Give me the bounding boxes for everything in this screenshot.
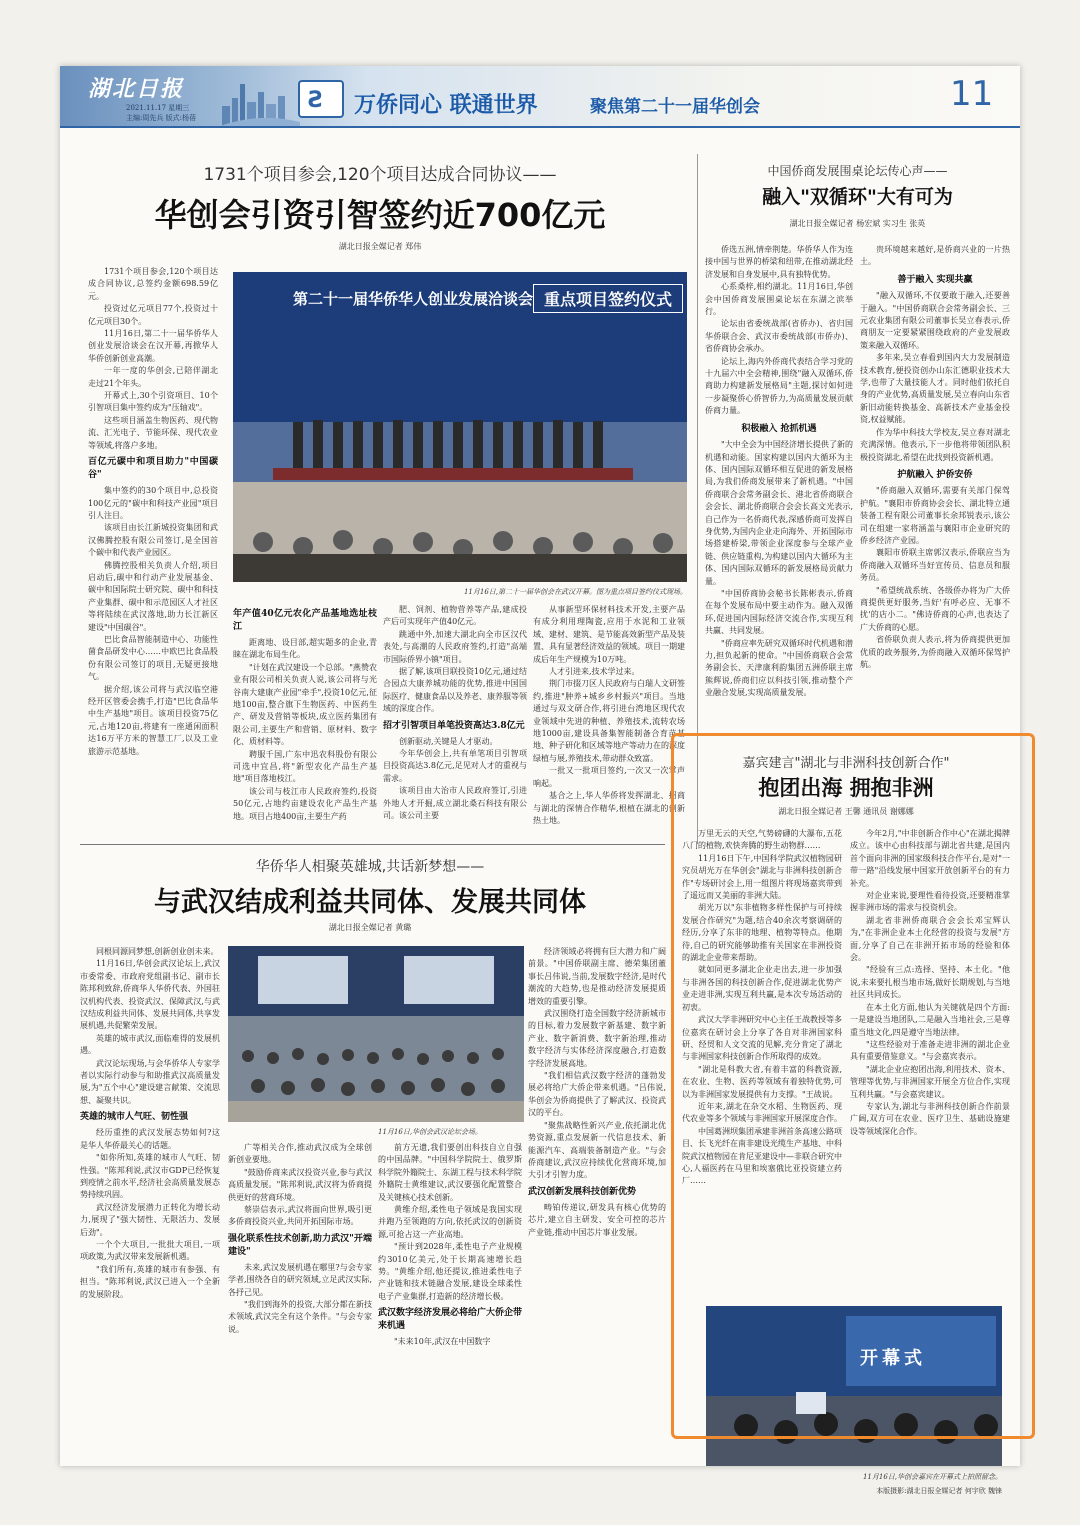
- article4-para: "湖北是科教大省,有着丰富的科教资源,在农业、生物、医药等领域有着独特优势,可以为非洲国家发展提供有力支撑。"王战说。: [682, 1064, 842, 1099]
- article2-para: "侨商应率先研究双循环时代机遇和潜力,担负起新的使命。"中国侨商联合会常务副会长、天津康利韵集团五洲侨联主席熊辉说,侨商们应以科技引领,推动整个产业融合发展,实现高质量发展。: [705, 638, 853, 698]
- article1-column-4: [533, 604, 685, 836]
- article2-para: 作为华中科技大学校友,吴立春对湖北充满深情。他表示,下一步他将带领团队积极投资湖北,希望在此找到投资新机遇。: [860, 427, 1010, 462]
- article3-subhead-2: 强化联系性技术创新,助力武汉"开端建设": [228, 1233, 372, 1257]
- article1-para: 距离地、设目部,超实题多的企业,青睐在湖北布局生化。: [233, 638, 377, 660]
- article1-photo-caption: 11月16日,第二十一届华创会在武汉开幕。图为重点项目签约仪式现场。: [463, 588, 687, 596]
- article4-para: "这些经验对于准备走进非洲的湖北企业具有重要借鉴意义。"与会嘉宾表示。: [850, 1039, 1010, 1062]
- article3-para: 经济领域必将拥有巨大潜力和广阔前景。"中国侨联副主席、德荣集团董事长吕伟说,当前,发展数字经济,是时代潮流的大趋势,也是推动经济发展提质增效的重要引擎。: [528, 947, 666, 1006]
- article1-para: 一批又一批项目签约,一次又一次掌声响起。: [533, 766, 685, 788]
- article3-para: "如你所知,英雄的城市人气旺、韧性强。"陈邦利说,武汉市GDP已经恢复到疫情之前水平,经济社会高质量发展态势持续巩固。: [80, 1153, 220, 1200]
- article1-para: 投资过亿元项目77个,投资过十亿元项目30个。: [88, 304, 218, 326]
- article1-para: 开幕式上,30个引资项目、10个引智项目集中签约成为"压轴戏"。: [88, 391, 218, 413]
- signing-scene-graphic: [233, 272, 687, 582]
- article2-column-1: [705, 244, 853, 734]
- article1-subhead-1: 百亿元碳中和项目助力"中国碳谷": [88, 457, 218, 481]
- article3-subhead-3: 武汉数字经济发展必将给广大侨企带来机遇: [378, 1308, 523, 1332]
- article4-byline: 湖北日报全媒记者 王馨 通讯员 谢娜娜: [778, 807, 914, 816]
- article3-column-3: [378, 1142, 522, 1466]
- photo-credit: 本版摄影:湖北日报全媒记者 何宇欣 魏铼: [876, 1487, 1002, 1495]
- article3-kicker: 华侨华人相聚英雄城,共话新梦想——: [255, 859, 485, 875]
- article1-para: 11月16日,第二十一届华侨华人创业发展洽谈会在汉开幕,再掀华人华侨创新创业高潮。: [88, 329, 218, 363]
- article3-para: 蔡崇信表示,武汉将面向世界,吸引更多侨商投资兴业,共同开拓国际市场。: [228, 1205, 372, 1227]
- article2-subhead-2: 善于融入 实现共赢: [897, 274, 973, 285]
- article1-para: 集中签约的30个项目中,总投资100亿元的"碳中和科技产业园"项目引人注目。: [88, 486, 218, 520]
- article3-para: 经历重挫的武汉发展态势如何?这是华人华侨最关心的话题。: [80, 1128, 220, 1150]
- article3-subhead-1: 英雄的城市人气旺、韧性强: [80, 1112, 189, 1123]
- article3-headline: 与武汉结成利益共同体、发展共同体: [154, 887, 586, 918]
- article4-para: 武汉大学非洲研究中心主任王战教授等多位嘉宾在研讨会上分享了各自对非洲国家科研、经贸和人文交流的见解,充分肯定了湖北与非洲国家科技创新合作所取得的成效。: [682, 1015, 842, 1062]
- article1-para: 今年华创会上,共有单笔项目引智项目投资高达3.8亿元,足见对人才的重视与需求。: [383, 749, 527, 783]
- article4-photo-caption: 11月16日,华创会嘉宾在开幕式上拍照留念。: [862, 1473, 1002, 1481]
- article2-subhead-3: 护航融入 护侨安侨: [897, 469, 973, 480]
- article3-para: 英雄的城市武汉,面临难得的发展机遇。: [80, 1033, 220, 1056]
- paper-date: 2021.11.17 星期三: [126, 104, 190, 112]
- article1-para: 该项目由长江新城投资集团和武汉佛腾控股有限公司签订,是全国首个碳中和代表产业园区。: [88, 523, 218, 558]
- article1-column-2: [233, 604, 377, 836]
- masthead: [60, 66, 1020, 128]
- article3-para: "鼓励侨商来武汉投资兴业,参与武汉高质量发展。"陈邦利说,武汉将为侨商提供更好的营商环境。: [228, 1167, 372, 1202]
- article2-para: "中国侨商协会秘书长陈彬表示,侨商在每个发展布局中要主动作为。融入双循环,促进国内国际经济交流合作,实现互利共赢、共同发展。: [705, 588, 853, 636]
- article2-byline: 湖北日报全媒记者 杨宏斌 实习生 张英: [789, 219, 926, 228]
- article3-para: 黄维介绍,柔性电子领域是我国实现并跑乃至领跑的方向,依托武汉的创新资源,可抢占这一产业高地。: [378, 1205, 522, 1239]
- article3-para: "我们到海外的投资,大部分都在新技术领域,武汉完全有这个条件。"与会专家说。: [228, 1300, 372, 1334]
- article3-para: "未来10年,武汉在中国数字: [394, 1337, 491, 1347]
- article2-para: "希望统战系统、各级侨办将为广大侨商提供更好服务,当好'有呼必应、无事不扰'的店小二。"佛诗侨商的心声,也表达了广大侨商的心愿。: [860, 585, 1010, 632]
- article3-para: 武汉经济发展潜力正转化为增长动力,展现了"强大韧性、无限活力、发展后劲"。: [80, 1202, 220, 1237]
- article4-para: 专家认为,湖北与非洲科技创新合作前景广阔,双方可在农业、医疗卫生、基础设施建设等领域深化合作。: [850, 1101, 1010, 1136]
- article2-headline: 融入"双循环"大有可为: [762, 186, 953, 208]
- article3-para: 前方无遗,我们要创出科技自立自强的中国品牌。"中国科学院院士、俄罗斯科学院外籍院士、东湖工程与技术科学院外籍院士黄维建议,武汉要强化配置整合及关键核心技术创新。: [378, 1143, 522, 1202]
- article2-para: 贵环境越来越好,是侨商兴业的一片热土。: [860, 245, 1010, 267]
- article1-para: 巴比食品智能制造中心、功能性菌食品研发中心……中欧巴比食品股份有限公司签订的项目,无疑更接地气。: [88, 634, 218, 682]
- article2-subhead-1: 积极融入 抢抓机遇: [741, 423, 817, 434]
- article2-column-2: [860, 244, 1010, 734]
- article4-para: 湖北省非洲侨商联合会会长邓宝辉认为,"在非洲企业本土化经营的投资与发展"方面,分享了自己在非洲开拓市场的经验和体会。: [850, 915, 1010, 963]
- article1-kicker: 1731个项目参会,120个项目达成合同协议——: [203, 165, 557, 185]
- article1-para: 该项目由大治市人民政府签订,引进外地人才开掘,成立湖北桑石科技有限公司。该公司主要: [383, 786, 527, 821]
- article2-para: 侨选五洲,情牵荆楚。华侨华人作为连接中国与世界的桥梁和纽带,在推动湖北经济发展和自身发展中,具有独特优势。: [705, 245, 853, 279]
- article2-kicker: 中国侨商发展围桌论坛传心声——: [767, 164, 948, 178]
- article1-para: 基合之上,华人华侨将发挥湖北、招商与湖北的深情合作精华,根植在湖北的创新热土地。: [533, 791, 685, 825]
- article1-para: 佛腾控股相关负责人介绍,项目启动后,碳中和行动产业发展基金、碳中和国际院士研究院、碳中和科技产业集群、碳中和示范园区人才社区等将陆续在武汉落地,助力长江新区建设"中国碳谷"。: [88, 560, 218, 632]
- article2-para: 论坛上,海内外侨商代表结合学习党的十九届六中全会精神,围绕"融入双循环,侨商助力构建新发展格局"主题,探讨如何进一步凝聚侨心侨智侨力,为高质量发展贡献侨商力量。: [705, 356, 853, 416]
- article1-para: "计划在武汉建设一个总部。"燕赞农业有限公司相关负责人说,该公司将与光谷南大建康产业园"牵手",投资10亿元,征地100亩,整合旗下生物医药、中医药生产、研发及营销等板块,成立医药集团有限公司,主要生产和营销、原材料、数字化、质材料等。: [233, 662, 377, 747]
- article1-para: 荆门市掇刀区人民政府与白瑞人文研签约,推进"肿养+城乡乡村振兴"项目。当地通过与双文研合作,将引进台湾地区现代农业领域中先进的种植、养殖技术,流转农场地1000亩,建设具备集智能制备合育苗基地、种子研化和区域等地产等动力在的深度绿植与展,养殖技术,带动群众致富。: [533, 679, 685, 763]
- article1-para: 这些项目涵盖生物医药、现代物流、汇光电子、节能环保、现代农业等领域,将落户多地。: [88, 415, 218, 450]
- article3-para: 未来,武汉发展机遇在哪里?与会专家学者,围绕各自的研究领域,立足武汉实际,各抒己见。: [228, 1262, 372, 1297]
- event-logo: Ƨ: [298, 80, 344, 118]
- article3-para: 一个个大项目,一批批大项目,一项项政策,为武汉带来发展新机遇。: [80, 1239, 220, 1262]
- article3-subhead-4: 武汉创新发展科技创新优势: [528, 1186, 637, 1197]
- article1-para: 人才引进来,技术学过来。: [549, 667, 640, 677]
- article4-kicker: 嘉宾建言"湖北与非洲科技创新合作": [742, 756, 950, 771]
- article1-para: 1731个项目参会,120个项目达成合同协议,总签约金额698.59亿元。: [88, 267, 218, 301]
- article4-para: 就如同更多湖北企业走出去,进一步加强与非洲各国的科技创新合作,促进湖北优势产业走进非洲,实现互利共赢,是本次专场活动的初衷。: [682, 965, 842, 1012]
- article1-para: 该公司与枝江市人民政府签约,投资50亿元,占地约亩建设农化产品生产基地。项目占地400亩,主要生产药: [233, 786, 377, 821]
- article3-column-1: [80, 946, 220, 1466]
- article4-para: 近年来,湖北在杂交水稻、生物医药、现代农业等多个领域与非洲国家开展深度合作。: [682, 1101, 842, 1124]
- article3-para: "我们相信武汉数字经济的蓬勃发展必将给广大侨企带来机遇。"吕伟说,华创会为侨商提供了了解武汉、投资武汉的平台。: [528, 1071, 666, 1118]
- article3-para: "聚焦战略性新兴产业,依托湖北优势资源,重点发展新一代信息技术、新能源汽车、高端装备制造产业。"与会侨商建议,武汉应持续优化营商环境,加大引才引智力度。: [528, 1120, 666, 1180]
- article3-para: 11月16日,华创会武汉论坛上,武汉市委常委、市政府党组副书记、副市长陈邦利致辞,侨商华人华侨代表、外国驻汉机构代表、投资武汉、保障武汉,与武汉结成利益共同体、发展共同体,共享发展机遇,共促繁荣发展。: [80, 959, 220, 1031]
- article2-para: 论坛由省委统战部(省侨办)、省归国华侨联合会、武汉市委统战部(市侨办)、省侨商协会承办。: [705, 319, 853, 354]
- article2-para: 襄阳市侨联主席郭汉表示,侨联应当为侨商融入双循环当好宣传员、信息员和服务员。: [860, 548, 1010, 583]
- article4-para: 今年2月,"中非创新合作中心"在湖北揭牌成立。该中心由科技部与湖北省共建,是国内首个面向非洲的国家级科技合作平台,是对"一带一路"沿线发展中国家开放创新平台的有力补充。: [850, 829, 1010, 888]
- article1-para: 跳通中外,加速大湖北向全市区汉代表处,与高潮的人民政府签约,打造"高端市国际侨界小镇"项目。: [383, 629, 527, 664]
- forum-scene-graphic: [228, 946, 524, 1122]
- article3-para: 武汉围绕打造全国数字经济新城市的目标,着力发展数字新基建、数字新产业、数字新消费、数字新治理,推动数字经济与实体经济深度融合,打造数字经济发展高地。: [528, 1009, 666, 1068]
- article1-headline: 华创会引资引智签约近700亿元: [154, 196, 606, 234]
- article4-para: "经验有三点:选择、坚持、本土化。"他说,未来要扎根当地市场,做好长期规划,与当地社区共同成长。: [850, 965, 1010, 1000]
- banner-subtitle: 重点项目签约仪式: [533, 284, 683, 313]
- article4-para: 对企业来说,要理性看待投资,还要精准掌握非洲市场的需求与投资机会。: [850, 891, 1010, 913]
- article3-forum-photo: [228, 946, 524, 1122]
- article3-byline: 湖北日报全媒记者 黄璐: [328, 923, 412, 932]
- article3-column-4: [528, 946, 666, 1466]
- article1-para: 聘服千国,广东中迅农科股份有限公司选中宜昌,将"新型农化产品生产基地"项目落地枝江。: [233, 749, 377, 784]
- slogan-sub: 聚焦第二十一届华创会: [590, 97, 760, 117]
- article3-photo-caption: 11月16日,华创会武汉论坛会场。: [378, 1128, 483, 1136]
- article1-para: 从事新型环保材料技术开发,主要产品有成分利用理陶瓷,应用于水泥和工业领域、建材、建筑、是节能高效新型产品及装置、具有显著经济效益的领域。项目一期建成后年生产规模为10万吨。: [533, 605, 685, 664]
- paper-editor: 主编:周先兵 版式:杨蓓: [126, 114, 196, 122]
- article3-para: "我们所有,英雄的城市有参强、有担当。"陈邦利说,武汉已进入一个全新的发展阶段。: [80, 1264, 220, 1299]
- article4-para: 11月16日下午,中国科学院武汉植物园研究员胡光万在华创会"湖北与非洲科技创新合作"专场研讨会上,用一组图片将现场嘉宾带到了遥远而又美丽的非洲大陆。: [682, 853, 842, 901]
- article1-subhead-3: 招才引智项目单笔投资高达3.8亿元: [383, 720, 525, 731]
- article1-para: 一年一度的华创会,已陪伴湖北走过21个年头。: [88, 366, 218, 388]
- article4-para: 中国葛洲坝集团承建非洲首条高速公路项目、长飞光纤在南非建设光缆生产基地、中科院武汉植物园在肯尼亚建设中—非联合研究中心,人福医药在马里和埃塞俄比亚投资建立药厂……: [682, 1126, 842, 1186]
- article3-para: 畴铂传递议,研发具有核心优势的芯片,建立自主研发、安全可控的芯片产业链,推动中国芯片事业发展。: [528, 1202, 666, 1237]
- article4-para: 万里无云的天空,气势磅礴的大瀑布,五花八门的植物,欢快奔腾的野生动物群……: [682, 829, 842, 851]
- paper-name: 湖北日报: [88, 76, 185, 102]
- opening-photo-text: 开幕式: [860, 1348, 926, 1369]
- page-number: 11: [950, 74, 994, 114]
- article2-para: "侨商融入双循环,需要有关部门保驾护航。"襄阳市侨商协会会长、湖北特立通装备工程有限公司董事长余邦锐表示,该公司在组建一家将涵盖与襄阳市企业研究的侨乡经济产业园。: [860, 486, 1010, 545]
- article1-para: 据了解,该项目联投资10亿元,通过结合园点大康养城功能的优势,推进中国国际医疗、健康食品以及养老、康养服等领域的深度合作。: [383, 667, 527, 714]
- article1-signing-photo: [233, 272, 687, 582]
- article3-para: 同根同源同梦想,创新创业创未来。: [96, 947, 219, 956]
- article1-column-3: [383, 604, 527, 836]
- article3-para: 广等相关合作,推动武汉成为全球创新创业要地。: [228, 1143, 372, 1165]
- article4-para: 胡光万以"东非植物多样性保护与可持续发展合作研究"为题,结合40余次考察调研的经历,分享了东非的地理、植物等特点。他期待,自己的研究能够助推有关国家在非洲投资的湖北企业带来帮助。: [682, 903, 842, 963]
- highlight-frame: [671, 733, 1035, 1439]
- article1-para: 创新驱动,关键是人才驱动。: [399, 736, 498, 746]
- article1-para: 据介绍,该公司将与武汉临空港经开区管委会携手,打造"巴比食品华中生产基地"项目。该项目投资75亿元,占地120亩,将建有一座通闲面积达16万平方米的智慧工厂,以及工业旅游示范基地。: [88, 684, 218, 756]
- article1-subhead-2: 年产值40亿元农化产品基地选址枝江: [233, 609, 377, 632]
- article1-para: 肥、饲剂、植物营养等产品,建成投产后可实现年产值40亿元。: [383, 605, 527, 627]
- article2-para: "融入双循环,不仅要敢于融入,还要善于融入。"中国侨商联合会常务副会长、三元农业集团有限公司董事长吴立春表示,侨商朋友一定要紧紧围绕政府的产业发展政策来融入双循环。: [860, 291, 1010, 350]
- article2-para: "大中全会为中国经济增长提供了新的机遇和动能。国家构建以国内大循环为主体、国内国际双循环相互促进的新发展格局,为我们侨商发展带来了新机遇。"中国侨商联合会常务副会长、港北省侨商联合会会长、湖北侨商联合会会长高文光表示,自己作为一名侨商代表,深感侨商可发挥自身优势,为国内企业走向海外、开拓国际市场搭建桥梁,带领企业深度参与全球产业链、供应链重构,为构建以国内大循环为主体、国内国际双循环的新发展格局贡献力量。: [705, 440, 853, 586]
- article2-para: 多年来,吴立春看到国内大力发展制造技术教育,便投资创办山东汇德职业技术大学,也带了大量技能人才。同时他们依托自身的产业优势,高质量发展,吴立春向山东省新旧动能转换基金、高新技术产业基金投资,权益赋能。: [860, 353, 1010, 425]
- slogan-main: 万侨同心 联通世界: [354, 93, 538, 118]
- article1-byline: 湖北日报全媒记者 郑伟: [338, 242, 422, 251]
- article4-headline: 抱团出海 拥抱非洲: [758, 776, 934, 800]
- article3-para: 武汉论坛现场,与会华侨华人专家学者以实际行动参与和助推武汉高质量发展,为"五个中心"建设建言献策、交流思想、凝聚共识。: [80, 1058, 220, 1105]
- article2-para: 心系桑梓,相约湖北。11月16日,华创会中国侨商发展围桌论坛在东湖之滨举行。: [705, 282, 853, 317]
- article3-para: "预计到2028年,柔性电子产业规模约3010亿美元,处于长期高速增长趋势。"黄维介绍,他还提议,推进柔性电子产业链和技术链融合发展,建设全球柔性电子产业集群,打造新的经济增长极。: [378, 1242, 522, 1301]
- article4-para: 在本土化方面,他认为关键就是四个方面:一是建设当地团队,二是融入当地社会,三是尊重当地文化,四是遵守当地法律。: [850, 1002, 1010, 1037]
- article1-column-1: [88, 266, 218, 836]
- article3-column-2: [228, 1142, 372, 1466]
- section-divider: [80, 844, 665, 845]
- article2-para: 省侨联负责人表示,将为侨商提供更加优质的政务服务,为侨商融入双循环保驾护航。: [860, 635, 1010, 669]
- article4-para: "湖北企业应抱团出海,利用技术、资本、管理等优势,与非洲国家开展全方位合作,实现互利共赢。"与会嘉宾建议。: [850, 1064, 1010, 1099]
- banner-title: 第二十一届华侨华人创业发展洽谈会: [293, 290, 534, 308]
